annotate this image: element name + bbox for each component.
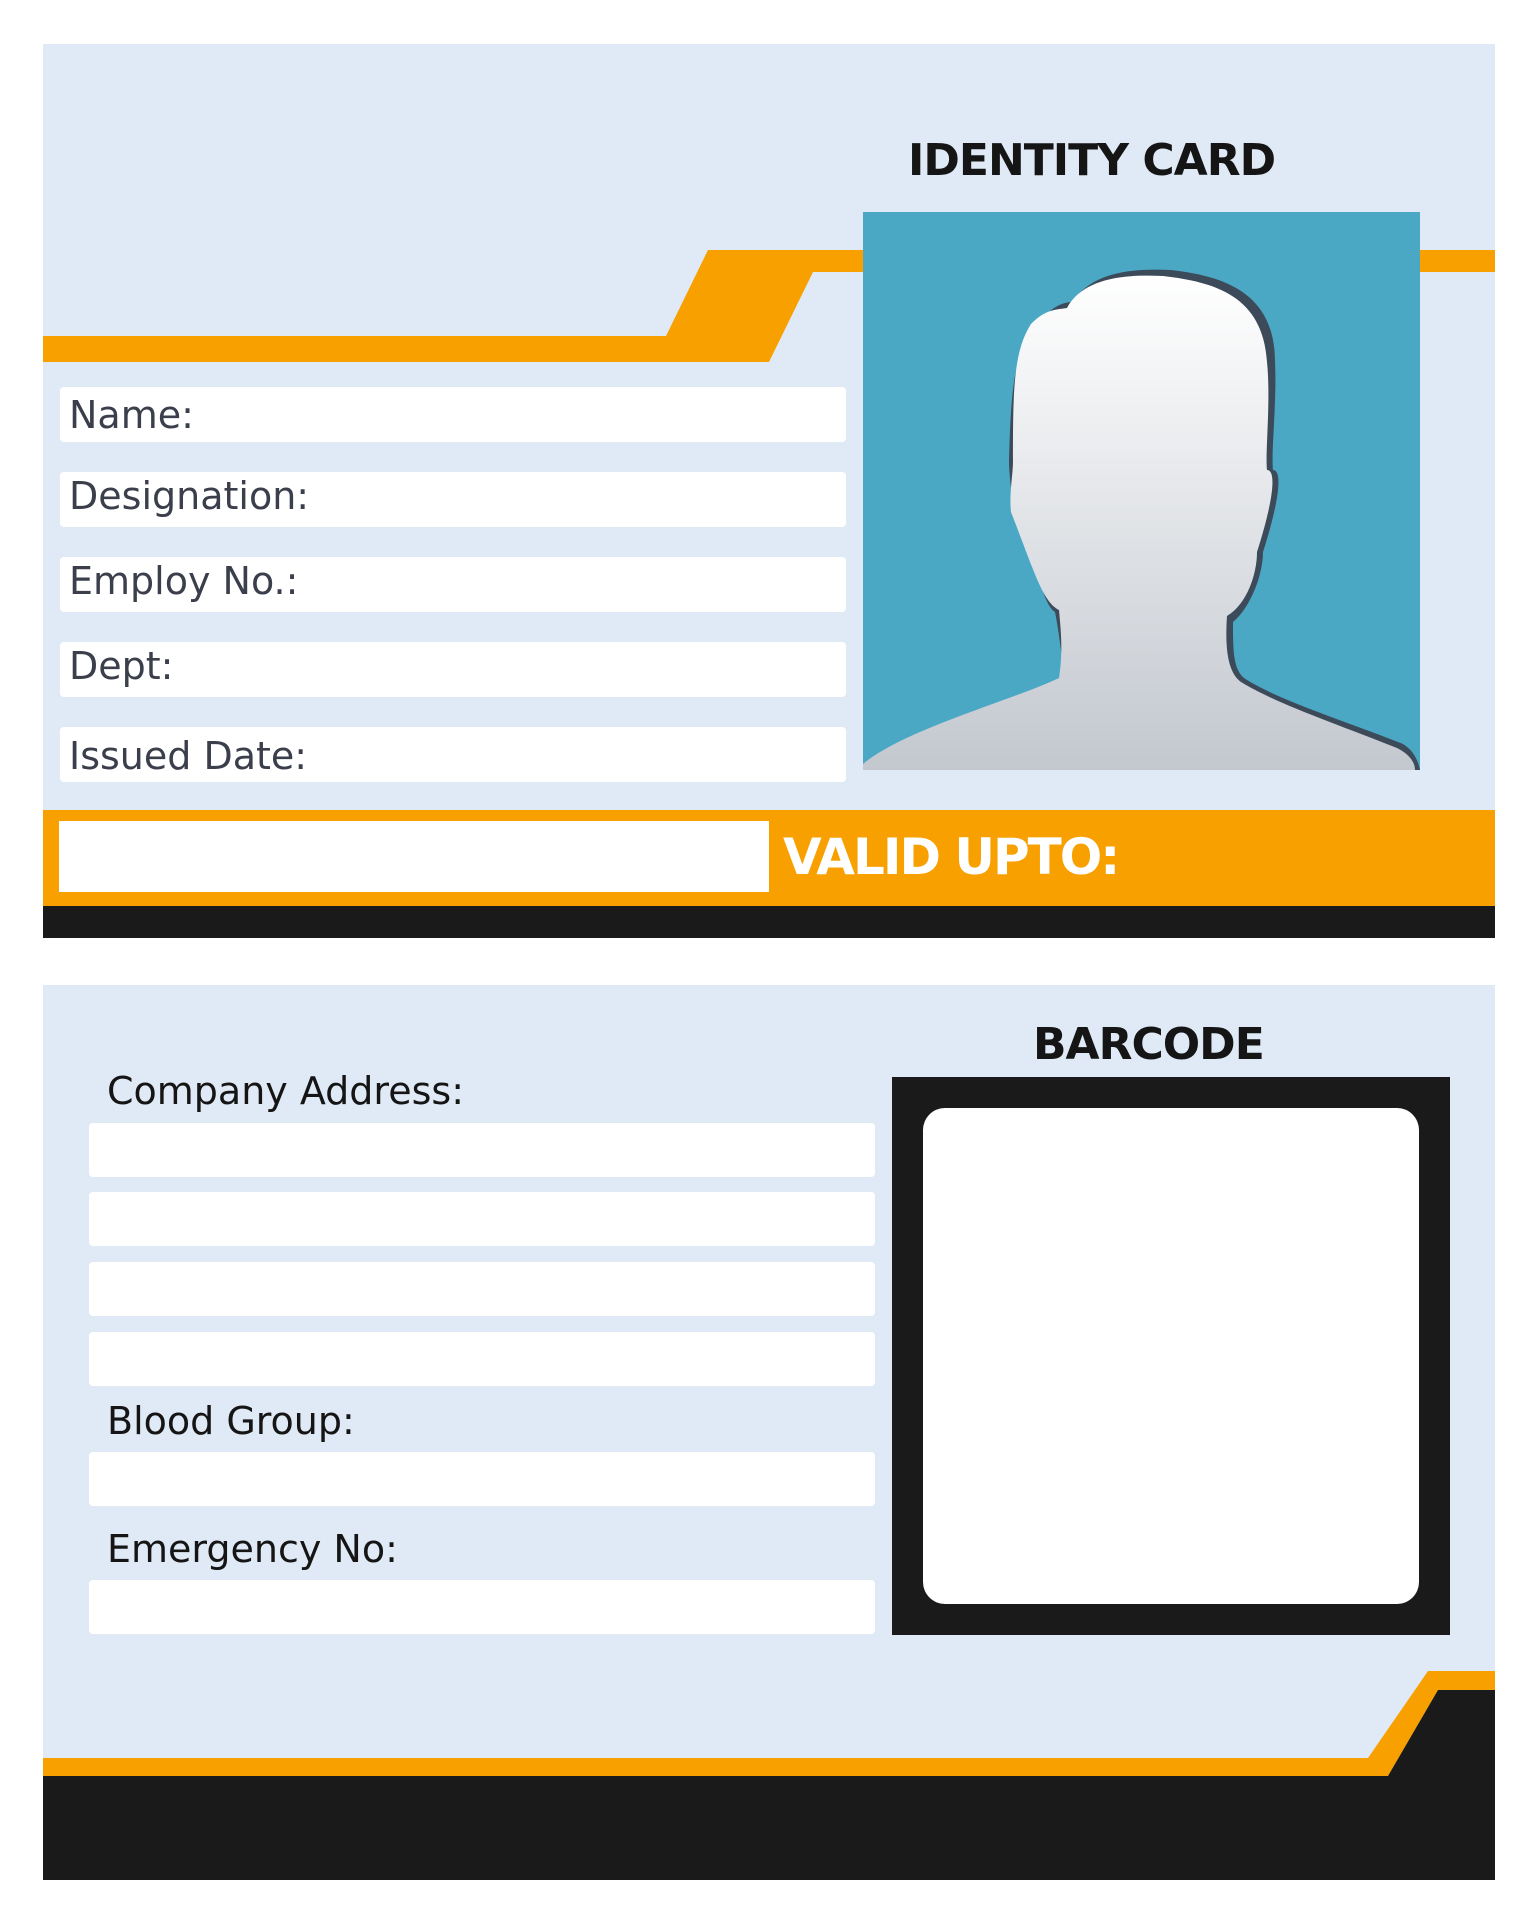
- id-card-back: [43, 985, 1495, 1880]
- valid-upto-field[interactable]: [59, 821, 769, 892]
- dept-field[interactable]: [60, 642, 846, 697]
- address-line-4[interactable]: [89, 1332, 875, 1386]
- issued-date-label: Issued Date:: [69, 734, 308, 778]
- id-card-front: [43, 44, 1495, 938]
- blood-group-field[interactable]: [89, 1452, 875, 1506]
- person-silhouette-icon: [863, 212, 1420, 770]
- address-line-1[interactable]: [89, 1123, 875, 1177]
- address-line-3[interactable]: [89, 1262, 875, 1316]
- employ-no-label: Employ No.:: [69, 559, 299, 603]
- company-address-label: Company Address:: [107, 1069, 464, 1113]
- valid-upto-label: VALID UPTO:: [783, 828, 1119, 886]
- barcode-area[interactable]: [923, 1108, 1419, 1604]
- address-line-2[interactable]: [89, 1192, 875, 1246]
- barcode-title: BARCODE: [1033, 1019, 1264, 1070]
- photo-placeholder[interactable]: [863, 212, 1420, 770]
- emergency-no-field[interactable]: [89, 1580, 875, 1634]
- dept-label: Dept:: [69, 644, 174, 688]
- designation-label: Designation:: [69, 474, 310, 518]
- card-title: IDENTITY CARD: [908, 135, 1276, 186]
- blood-group-label: Blood Group:: [107, 1399, 355, 1443]
- name-label: Name:: [69, 393, 194, 437]
- barcode-frame: [892, 1077, 1450, 1635]
- emergency-no-label: Emergency No:: [107, 1527, 398, 1571]
